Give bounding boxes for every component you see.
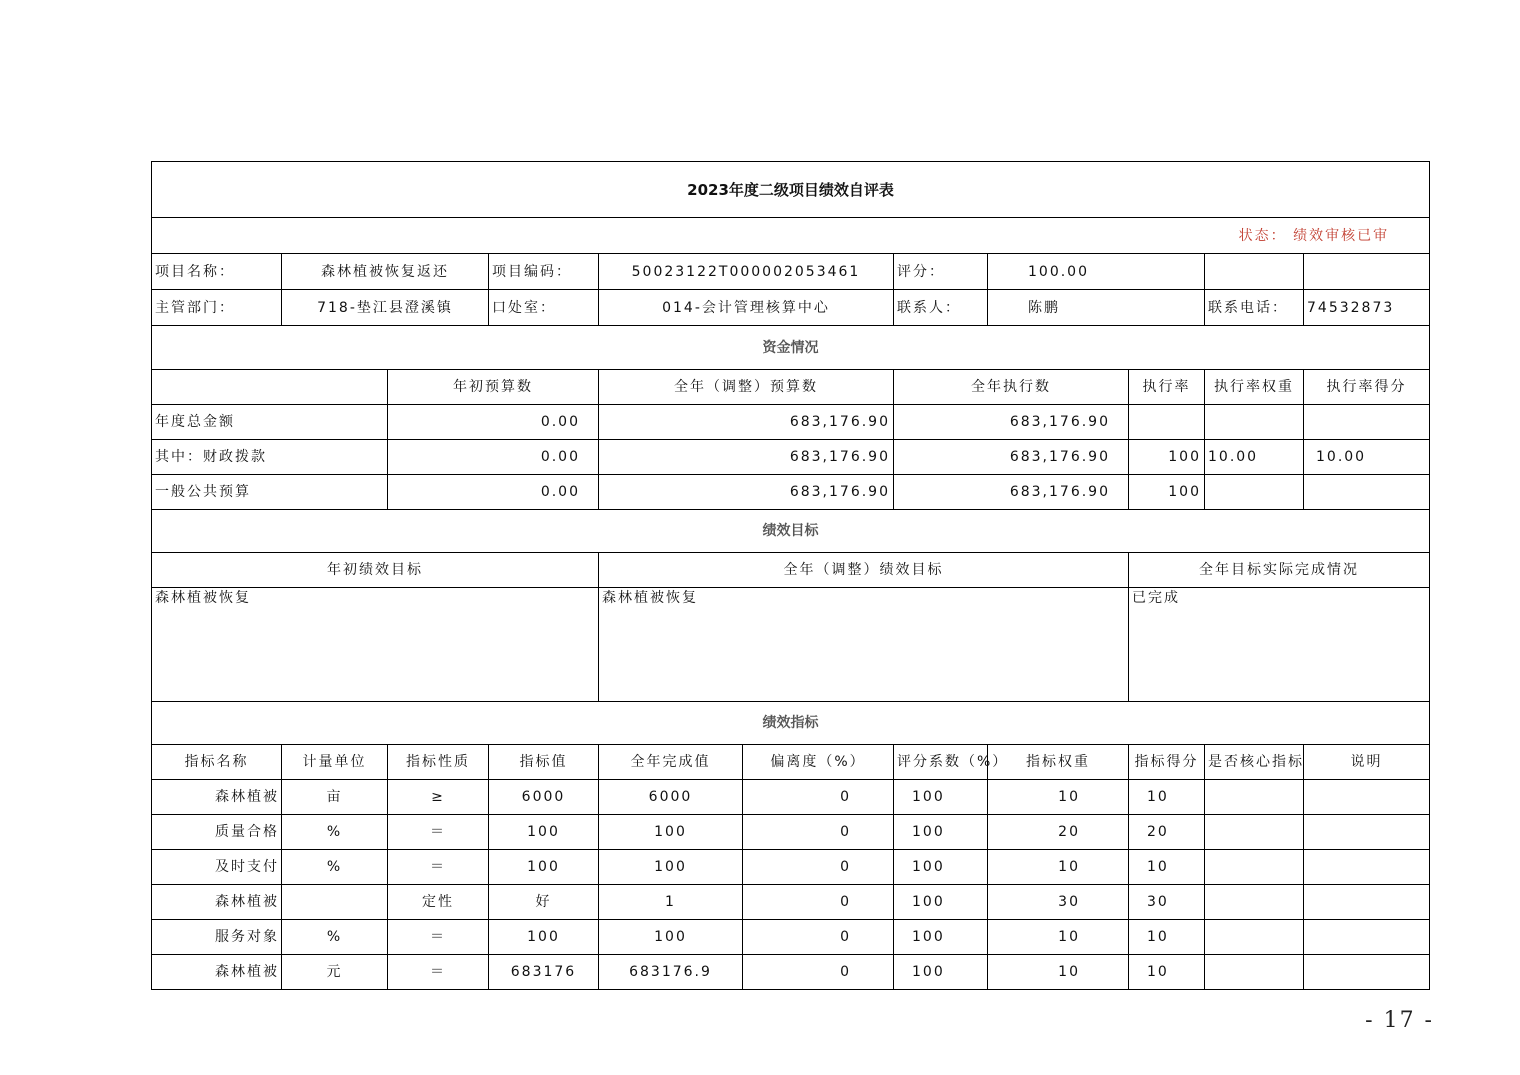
indicator-done: 1 [599,885,743,920]
indicator-score: 10 [1129,850,1205,885]
ind-header-core: 是否核心指标 [1205,745,1304,780]
indicator-done: 100 [599,850,743,885]
indicator-target: 683176 [489,955,599,990]
funds-row-label-text: 其中：财政拨款 [155,448,267,465]
ind-header-nature: 指标性质 [388,745,489,780]
department-value: 718-垫江县澄溪镇 [282,290,489,326]
funds-row [152,405,1430,440]
indicator-target: 好 [489,885,599,920]
office-value: 014-会计管理核算中心 [599,290,894,326]
funds-row-executed: 683,176.90 [894,475,1129,510]
evaluation-table [151,161,1430,990]
funds-section-title: 资金情况 [152,326,1430,370]
funds-row-executed: 683,176.90 [894,405,1129,440]
project-code-label: 项目编码： [489,254,599,290]
funds-row-score [1304,405,1430,440]
funds-row-weight [1205,475,1304,510]
project-name-label: 项目名称： [152,254,282,290]
funds-header-rate: 执行率 [1129,370,1205,405]
indicator-nature: 定性 [388,885,489,920]
ind-header-target: 指标值 [489,745,599,780]
indicator-note [1304,885,1430,920]
indicator-name: 及时支付 [152,850,282,885]
funds-row-label: 年度总金额 [152,405,388,440]
indicator-coefficient: 100 [894,955,988,990]
indicator-deviation: 0 [743,920,894,955]
indicator-deviation: 0 [743,815,894,850]
goal-actual-text: 已完成 [1129,588,1430,702]
indicator-core [1205,780,1304,815]
indicator-name: 服务对象 [152,920,282,955]
ind-header-unit: 计量单位 [282,745,388,780]
funds-row-weight: 10.00 [1205,440,1304,475]
funds-header-blank [152,370,388,405]
office-label: 口处室： [489,290,599,326]
indicator-target: 6000 [489,780,599,815]
goal-adjusted-text: 森林植被恢复 [599,588,1129,702]
funds-row-rate: 100 [1129,440,1205,475]
phone-label: 联系电话： [1205,290,1304,326]
funds-row-label [152,440,388,475]
funds-row-score [1304,475,1430,510]
indicator-done: 100 [599,920,743,955]
indicator-coefficient: 100 [894,780,988,815]
goals-content-row [152,588,1430,702]
ind-header-deviation: 偏离度（%） [743,745,894,780]
page-number: - 17 - [1365,1008,1434,1033]
contact-label: 联系人： [894,290,988,326]
indicator-core [1205,850,1304,885]
indicator-deviation: 0 [743,850,894,885]
indicator-weight: 20 [988,815,1129,850]
indicator-note [1304,850,1430,885]
contact-value: 陈鹏 [988,290,1205,326]
funds-header-row [152,370,1430,405]
indicator-target: 100 [489,850,599,885]
department-info-row [152,290,1430,326]
indicator-weight: 10 [988,920,1129,955]
indicator-deviation: 0 [743,885,894,920]
funds-row-adjusted: 683,176.90 [599,405,894,440]
indicator-nature: ＝ [388,955,489,990]
indicator-unit: % [282,815,388,850]
department-label: 主管部门： [152,290,282,326]
indicator-note [1304,955,1430,990]
funds-header-score: 执行率得分 [1304,370,1430,405]
funds-row-label [152,475,388,510]
phone-value: 74532873 [1304,290,1430,326]
indicator-unit [282,885,388,920]
indicator-row [152,780,1430,815]
indicator-name: 森林植被 [152,885,282,920]
indicator-target: 100 [489,815,599,850]
indicator-target: 100 [489,920,599,955]
indicator-unit: 亩 [282,780,388,815]
indicator-coefficient: 100 [894,885,988,920]
indicator-name: 森林植被 [152,780,282,815]
indicator-core [1205,885,1304,920]
funds-row-adjusted: 683,176.90 [599,440,894,475]
indicator-core [1205,815,1304,850]
goal-initial-text: 森林植被恢复 [152,588,599,702]
ind-header-score: 指标得分 [1129,745,1205,780]
funds-row [152,440,1430,475]
indicator-rows [152,780,1430,990]
indicator-core [1205,920,1304,955]
ind-header-coefficient: 评分系数（%） [894,745,988,780]
indicator-weight: 10 [988,955,1129,990]
indicator-note [1304,920,1430,955]
indicator-nature: ＝ [388,815,489,850]
goals-header-initial: 年初绩效目标 [152,553,599,588]
ind-header-done: 全年完成值 [599,745,743,780]
funds-header-weight: 执行率权重 [1205,370,1304,405]
goals-header-adjusted: 全年（调整）绩效目标 [599,553,1129,588]
indicator-coefficient: 100 [894,920,988,955]
indicator-note [1304,780,1430,815]
form-title: 2023年度二级项目绩效自评表 [152,162,1430,218]
indicator-score: 30 [1129,885,1205,920]
indicator-coefficient: 100 [894,850,988,885]
project-info-row [152,254,1430,290]
indicator-done: 6000 [599,780,743,815]
funds-row-rate [1129,405,1205,440]
empty-cell [1304,254,1430,290]
funds-row-adjusted: 683,176.90 [599,475,894,510]
goals-header-row [152,553,1430,588]
empty-cell [1205,254,1304,290]
indicator-deviation: 0 [743,955,894,990]
ind-header-weight: 指标权重 [988,745,1129,780]
indicator-nature: ≥ [388,780,489,815]
indicator-row [152,815,1430,850]
indicator-done: 683176.9 [599,955,743,990]
indicator-note [1304,815,1430,850]
status-text: 状态： 绩效审核已审 [152,218,1430,254]
funds-row [152,475,1430,510]
indicator-row [152,920,1430,955]
indicator-row [152,885,1430,920]
funds-row-initial: 0.00 [388,440,599,475]
project-code-value: 50023122T000002053461 [599,254,894,290]
indicator-unit: % [282,850,388,885]
funds-row-initial: 0.00 [388,405,599,440]
ind-header-note: 说明 [1304,745,1430,780]
indicator-core [1205,955,1304,990]
indicator-weight: 10 [988,780,1129,815]
funds-header-executed: 全年执行数 [894,370,1129,405]
indicator-done: 100 [599,815,743,850]
indicator-score: 20 [1129,815,1205,850]
funds-header-adjusted: 全年（调整）预算数 [599,370,894,405]
indicator-name: 质量合格 [152,815,282,850]
indicator-score: 10 [1129,955,1205,990]
goals-section-title: 绩效目标 [152,510,1430,553]
indicator-unit: 元 [282,955,388,990]
self-evaluation-form [151,161,1429,992]
indicators-header-row [152,745,1430,780]
indicator-weight: 30 [988,885,1129,920]
indicator-unit: % [282,920,388,955]
indicators-section-title: 绩效指标 [152,702,1430,745]
goals-header-actual: 全年目标实际完成情况 [1129,553,1430,588]
funds-row-rate: 100 [1129,475,1205,510]
funds-row-weight [1205,405,1304,440]
funds-row-executed: 683,176.90 [894,440,1129,475]
funds-row-score: 10.00 [1304,440,1430,475]
indicator-weight: 10 [988,850,1129,885]
funds-row-label-text: 一般公共预算 [155,483,251,500]
indicator-score: 10 [1129,780,1205,815]
indicator-deviation: 0 [743,780,894,815]
indicator-score: 10 [1129,920,1205,955]
funds-header-initial: 年初预算数 [388,370,599,405]
indicator-nature: ＝ [388,920,489,955]
indicator-coefficient: 100 [894,815,988,850]
indicator-row [152,850,1430,885]
indicator-nature: ＝ [388,850,489,885]
funds-row-initial: 0.00 [388,475,599,510]
ind-header-name: 指标名称 [152,745,282,780]
indicator-row [152,955,1430,990]
score-label: 评分： [894,254,988,290]
project-name-value: 森林植被恢复返还 [282,254,489,290]
score-value: 100.00 [988,254,1205,290]
indicator-name: 森林植被 [152,955,282,990]
